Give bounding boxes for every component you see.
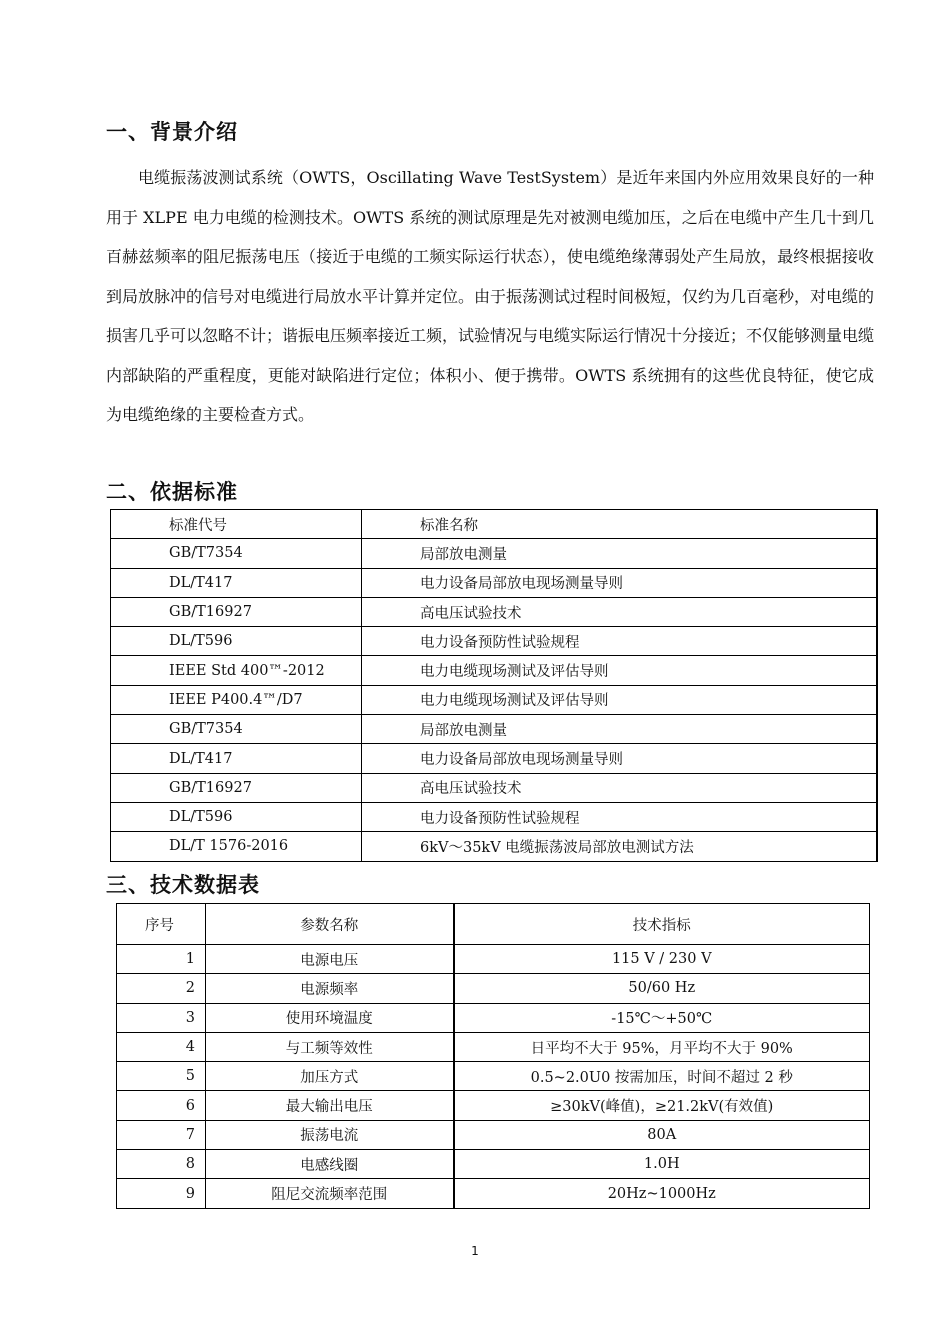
table-row	[111, 685, 877, 714]
table-cell: 标准代号	[111, 510, 362, 539]
page-number: 1	[471, 1244, 479, 1258]
table-row	[117, 974, 870, 1003]
table-cell: 振荡电流	[206, 1120, 454, 1149]
table-cell: 3	[117, 1003, 206, 1032]
table-cell: IEEE Std 400™-2012	[111, 656, 362, 685]
table-cell: 局部放电测量	[362, 715, 877, 744]
table-cell: GB/T7354	[111, 715, 362, 744]
table-cell: 4	[117, 1032, 206, 1061]
table-cell: 局部放电测量	[362, 539, 877, 568]
table-header-row	[117, 904, 870, 945]
table-cell: 2	[117, 974, 206, 1003]
table-cell: 5	[117, 1062, 206, 1091]
table-row	[111, 627, 877, 656]
table-cell: 50/60 Hz	[454, 974, 870, 1003]
table-cell: 电力电缆现场测试及评估导则	[362, 656, 877, 685]
table-row	[111, 597, 877, 626]
table-cell: GB/T7354	[111, 539, 362, 568]
table-row	[111, 656, 877, 685]
section-title-standards: 二、依据标准	[106, 480, 238, 504]
table-row	[111, 773, 877, 802]
table-cell: 6	[117, 1091, 206, 1120]
table-cell: 电源电压	[206, 945, 454, 974]
table-cell: 与工频等效性	[206, 1032, 454, 1061]
table-cell: 阻尼交流频率范围	[206, 1179, 454, 1208]
table-cell: 20Hz~1000Hz	[454, 1179, 870, 1208]
table-header-row	[111, 510, 877, 539]
table-cell: 电力设备预防性试验规程	[362, 802, 877, 831]
standards-table	[110, 509, 878, 862]
table-cell: 高电压试验技术	[362, 597, 877, 626]
table-cell: 电力设备预防性试验规程	[362, 627, 877, 656]
table-cell: 序号	[117, 904, 206, 945]
table-row	[117, 1120, 870, 1149]
table-cell: 最大输出电压	[206, 1091, 454, 1120]
table-cell: 115 V / 230 V	[454, 945, 870, 974]
section-title-background: 一、背景介绍	[106, 120, 238, 144]
table-cell: 1.0H	[454, 1150, 870, 1179]
table-cell: 9	[117, 1179, 206, 1208]
table-cell: DL/T417	[111, 568, 362, 597]
table-cell: 电源频率	[206, 974, 454, 1003]
table-cell: 1	[117, 945, 206, 974]
table-row	[111, 744, 877, 773]
intro-paragraph: 电缆振荡波测试系统（OWTS，Oscillating Wave TestSystem）是近年来国内外应用效果良好的一种用于 XLPE 电力电缆的检测技术。OWTS 系统的测试原理是先对被测电缆加压，之后在电缆中产生几十到几百赫兹频率的阻尼振荡电压（接近于电缆的工频实际运行状态），使电缆绝缘薄弱处产生局放，最终根据接收到局放脉冲的信号对电缆进行局放水平计算并定位。由于振荡测试过程时间极短，仅约为几百毫秒，对电缆的损害几乎可以忽略不计；谐振电压频率接近工频，试验情况与电缆实际运行情况十分接近；不仅能够测量电缆内部缺陷的严重程度，更能对缺陷进行定位；体积小、便于携带。OWTS 系统拥有的这些优良特征，使它成为电缆绝缘的主要检查方式。	[106, 168, 875, 424]
table-cell: 标准名称	[362, 510, 877, 539]
table-cell: 参数名称	[206, 904, 454, 945]
table-cell: 80A	[454, 1120, 870, 1149]
table-cell: 7	[117, 1120, 206, 1149]
table-cell: DL/T596	[111, 627, 362, 656]
table-row	[117, 1032, 870, 1061]
table-cell: -15℃～+50℃	[454, 1003, 870, 1032]
table-cell: DL/T 1576-2016	[111, 832, 362, 861]
table-cell: 电力设备局部放电现场测量导则	[362, 568, 877, 597]
table-row	[117, 945, 870, 974]
table-cell: 0.5~2.0U0 按需加压，时间不超过 2 秒	[454, 1062, 870, 1091]
table-cell: DL/T596	[111, 802, 362, 831]
table-row	[111, 568, 877, 597]
table-cell: 技术指标	[454, 904, 870, 945]
table-cell: 电力电缆现场测试及评估导则	[362, 685, 877, 714]
table-row	[111, 539, 877, 568]
table-row	[117, 1179, 870, 1208]
table-cell: GB/T16927	[111, 597, 362, 626]
table-row	[111, 715, 877, 744]
table-cell: 日平均不大于 95%，月平均不大于 90%	[454, 1032, 870, 1061]
section-title-specs: 三、技术数据表	[106, 873, 260, 897]
table-cell: 使用环境温度	[206, 1003, 454, 1032]
table-row	[117, 1150, 870, 1179]
specs-table	[116, 903, 870, 1209]
table-cell: 6kV～35kV 电缆振荡波局部放电测试方法	[362, 832, 877, 861]
table-cell: GB/T16927	[111, 773, 362, 802]
table-cell: ≥30kV(峰值)，≥21.2kV(有效值)	[454, 1091, 870, 1120]
table-row	[117, 1062, 870, 1091]
table-cell: 加压方式	[206, 1062, 454, 1091]
table-cell: DL/T417	[111, 744, 362, 773]
table-cell: 高电压试验技术	[362, 773, 877, 802]
table-cell: IEEE P400.4™/D7	[111, 685, 362, 714]
table-row	[117, 1003, 870, 1032]
table-cell: 电感线圈	[206, 1150, 454, 1179]
table-row	[111, 832, 877, 861]
table-row	[117, 1091, 870, 1120]
table-cell: 电力设备局部放电现场测量导则	[362, 744, 877, 773]
table-row	[111, 802, 877, 831]
table-cell: 8	[117, 1150, 206, 1179]
